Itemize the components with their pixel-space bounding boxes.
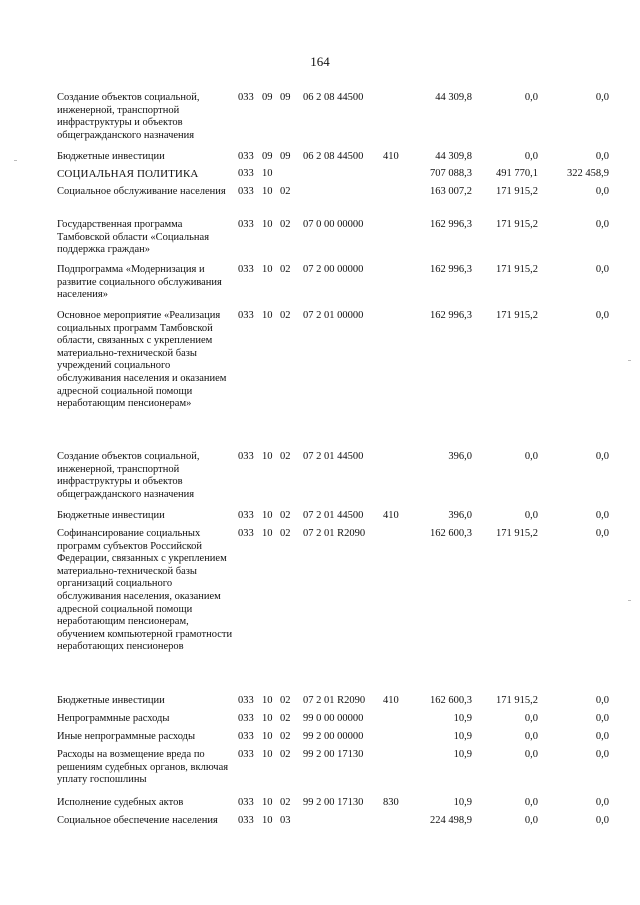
cell-amount-1: 10,9 (453, 713, 472, 724)
cell-podrazdel: 02 (280, 186, 291, 197)
cell-amount-2: 171 915,2 (496, 186, 538, 197)
cell-podrazdel: 02 (280, 528, 291, 539)
cell-razdel: 10 (262, 451, 273, 462)
cell-amount-1: 10,9 (453, 797, 472, 808)
cell-grbs: 033 (238, 310, 254, 321)
cell-amount-1: 162 996,3 (430, 219, 472, 230)
cell-podrazdel: 02 (280, 310, 291, 321)
cell-amount-2: 0,0 (524, 151, 538, 162)
cell-podrazdel: 09 (280, 151, 291, 162)
margin-mark (14, 160, 17, 161)
cell-amount-2: 0,0 (524, 749, 538, 760)
cell-grbs: 033 (238, 713, 254, 724)
cell-expense-type: 410 (383, 695, 399, 706)
cell-target-article: 06 2 08 44500 (303, 151, 364, 162)
cell-amount-1: 162 996,3 (430, 310, 472, 321)
cell-amount-2: 0,0 (524, 510, 538, 521)
cell-grbs: 033 (238, 92, 254, 103)
cell-amount-1: 162 600,3 (430, 695, 472, 706)
cell-grbs: 033 (238, 264, 254, 275)
cell-amount-3: 0,0 (595, 528, 609, 539)
cell-razdel: 10 (262, 310, 273, 321)
cell-razdel: 10 (262, 713, 273, 724)
cell-amount-1: 44 309,8 (435, 151, 472, 162)
cell-target-article: 99 2 00 17130 (303, 797, 364, 808)
cell-amount-3: 0,0 (595, 695, 609, 706)
cell-amount-3: 0,0 (595, 310, 609, 321)
cell-amount-2: 0,0 (524, 92, 538, 103)
cell-amount-3: 0,0 (595, 219, 609, 230)
cell-grbs: 033 (238, 528, 254, 539)
cell-podrazdel: 02 (280, 264, 291, 275)
cell-razdel: 10 (262, 528, 273, 539)
row-name: Непрограммные расходы (57, 713, 170, 724)
cell-amount-2: 171 915,2 (496, 219, 538, 230)
cell-amount-3: 0,0 (595, 151, 609, 162)
cell-podrazdel: 02 (280, 451, 291, 462)
row-name: Основное мероприятие «Реализация социальных программ Тамбовской области, связанных с укреплением материально-технической базы учреждений социального обслуживания населения и оказанием адресной социальной помощи неработающим пенсионерам» (57, 310, 227, 410)
page-number: 164 (310, 54, 330, 69)
cell-target-article: 07 2 01 R2090 (303, 528, 366, 539)
cell-amount-2: 171 915,2 (496, 264, 538, 275)
cell-target-article: 99 2 00 00000 (303, 731, 364, 742)
cell-target-article: 99 0 00 00000 (303, 713, 364, 724)
cell-amount-2: 0,0 (524, 451, 538, 462)
cell-podrazdel: 03 (280, 815, 291, 826)
row-name: Создание объектов социальной, инженерной, транспортной инфраструктуры и объектов общегражданского назначения (57, 451, 200, 500)
cell-amount-3: 0,0 (595, 451, 609, 462)
row-name: СОЦИАЛЬНАЯ ПОЛИТИКА (57, 168, 199, 180)
cell-target-article: 07 2 01 44500 (303, 451, 364, 462)
cell-podrazdel: 02 (280, 695, 291, 706)
cell-target-article: 06 2 08 44500 (303, 92, 364, 103)
cell-razdel: 10 (262, 815, 273, 826)
cell-podrazdel: 02 (280, 713, 291, 724)
row-name: Исполнение судебных актов (57, 797, 184, 808)
cell-grbs: 033 (238, 510, 254, 521)
cell-podrazdel: 02 (280, 219, 291, 230)
cell-amount-1: 396,0 (448, 451, 472, 462)
cell-amount-3: 0,0 (595, 815, 609, 826)
cell-amount-2: 171 915,2 (496, 310, 538, 321)
cell-target-article: 07 2 01 44500 (303, 510, 364, 521)
cell-grbs: 033 (238, 695, 254, 706)
cell-razdel: 09 (262, 92, 273, 103)
cell-expense-type: 410 (383, 151, 399, 162)
margin-mark (628, 360, 631, 361)
cell-target-article: 07 2 01 00000 (303, 310, 364, 321)
cell-amount-3: 0,0 (595, 713, 609, 724)
cell-podrazdel: 09 (280, 92, 291, 103)
row-name: Иные непрограммные расходы (57, 731, 196, 742)
cell-amount-3: 0,0 (595, 749, 609, 760)
cell-amount-1: 163 007,2 (430, 186, 472, 197)
cell-podrazdel: 02 (280, 731, 291, 742)
cell-grbs: 033 (238, 219, 254, 230)
margin-mark (628, 600, 631, 601)
cell-amount-1: 707 088,3 (430, 168, 472, 179)
cell-razdel: 10 (262, 168, 273, 179)
cell-amount-1: 224 498,9 (430, 815, 472, 826)
row-name: Софинансирование социальных программ субъектов Российской Федерации, связанных с укреплением материально-технической базы организаций социального обслуживания населения, оказанием адресной социальной помощи неработающим пенсионерам, обучением компьютерной грамотности неработающих пенсионеров (57, 528, 233, 653)
cell-amount-2: 0,0 (524, 797, 538, 808)
cell-grbs: 033 (238, 168, 254, 179)
cell-amount-2: 171 915,2 (496, 528, 538, 539)
cell-razdel: 10 (262, 797, 273, 808)
cell-expense-type: 830 (383, 797, 399, 808)
cell-amount-1: 396,0 (448, 510, 472, 521)
cell-podrazdel: 02 (280, 510, 291, 521)
cell-razdel: 10 (262, 510, 273, 521)
row-name: Создание объектов социальной, инженерной, транспортной инфраструктуры и объектов общегражданского назначения (57, 92, 200, 141)
cell-grbs: 033 (238, 797, 254, 808)
cell-razdel: 10 (262, 219, 273, 230)
cell-amount-1: 162 600,3 (430, 528, 472, 539)
cell-target-article: 07 2 01 R2090 (303, 695, 366, 706)
cell-razdel: 10 (262, 695, 273, 706)
cell-target-article: 99 2 00 17130 (303, 749, 364, 760)
row-name: Бюджетные инвестиции (57, 510, 165, 521)
cell-podrazdel: 02 (280, 797, 291, 808)
cell-target-article: 07 2 00 00000 (303, 264, 364, 275)
cell-amount-3: 0,0 (595, 731, 609, 742)
row-name: Бюджетные инвестиции (57, 695, 165, 706)
cell-amount-3: 322 458,9 (567, 168, 609, 179)
cell-amount-3: 0,0 (595, 264, 609, 275)
cell-grbs: 033 (238, 186, 254, 197)
cell-amount-1: 10,9 (453, 749, 472, 760)
cell-razdel: 09 (262, 151, 273, 162)
cell-target-article: 07 0 00 00000 (303, 219, 364, 230)
cell-amount-3: 0,0 (595, 186, 609, 197)
row-name: Бюджетные инвестиции (57, 151, 165, 162)
cell-podrazdel: 02 (280, 749, 291, 760)
row-name: Социальное обслуживание населения (57, 186, 226, 197)
cell-razdel: 10 (262, 186, 273, 197)
cell-amount-3: 0,0 (595, 797, 609, 808)
cell-amount-3: 0,0 (595, 92, 609, 103)
cell-amount-3: 0,0 (595, 510, 609, 521)
cell-razdel: 10 (262, 731, 273, 742)
row-name: Расходы на возмещение вреда по решениям судебных органов, включая уплату госпошлины (57, 749, 229, 786)
cell-amount-1: 162 996,3 (430, 264, 472, 275)
cell-amount-2: 0,0 (524, 713, 538, 724)
cell-grbs: 033 (238, 731, 254, 742)
cell-grbs: 033 (238, 451, 254, 462)
cell-amount-1: 44 309,8 (435, 92, 472, 103)
cell-razdel: 10 (262, 264, 273, 275)
cell-amount-2: 0,0 (524, 731, 538, 742)
cell-amount-2: 171 915,2 (496, 695, 538, 706)
row-name: Социальное обеспечение населения (57, 815, 218, 826)
cell-amount-2: 491 770,1 (496, 168, 538, 179)
cell-grbs: 033 (238, 151, 254, 162)
cell-grbs: 033 (238, 749, 254, 760)
cell-amount-2: 0,0 (524, 815, 538, 826)
cell-amount-1: 10,9 (453, 731, 472, 742)
row-name: Государственная программа Тамбовской области «Социальная поддержка граждан» (57, 219, 210, 256)
cell-razdel: 10 (262, 749, 273, 760)
row-name: Подпрограмма «Модернизация и развитие социального обслуживания населения» (57, 264, 222, 301)
cell-grbs: 033 (238, 815, 254, 826)
cell-expense-type: 410 (383, 510, 399, 521)
